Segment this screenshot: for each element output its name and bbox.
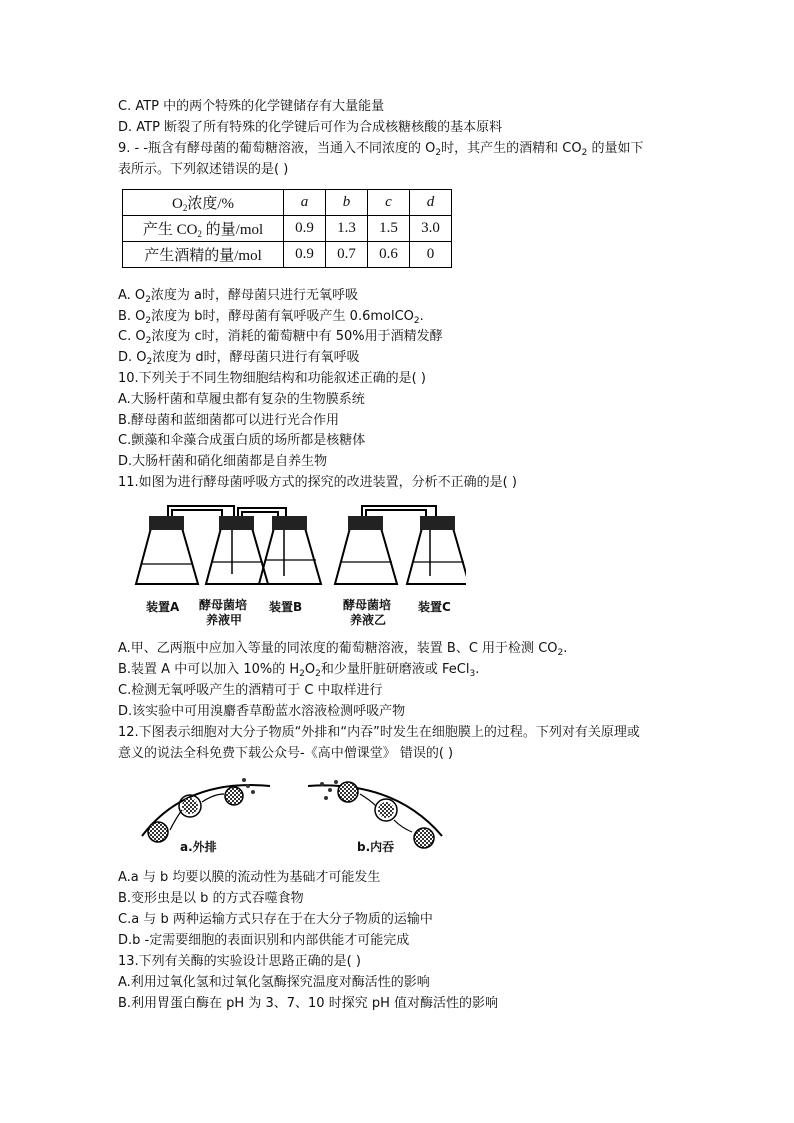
q9-stem-line1: 9. - -瓶含有酵母菌的葡萄糖溶液，当通入不同浓度的 $O_2$时，其产生的酒精和 $CO_2$ 的量如下 — [118, 141, 644, 158]
q9-stem-line2: 表所示。下列叙述错误的是( ) — [118, 162, 289, 177]
q9-option-d: D. $O_2$浓度为 d时，酵母菌只进行有氧呼吸 — [118, 350, 360, 367]
label-endocytosis: b.内吞 — [357, 840, 395, 854]
q12-stem-line1: 12.下图表示细胞对大分子物质“外排和“内吞”时发生在细胞膜上的过程。下列对有关原理或 — [118, 725, 640, 740]
q9-option-b: B. $O_2$浓度为 b时，酵母菌有氧呼吸产生 0.6molCO$_2$. — [118, 309, 424, 326]
q13-stem: 13.下列有关酶的实验设计思路正确的是( ) — [118, 954, 361, 969]
table-header-label: $O_2$浓度/% — [123, 190, 284, 216]
table-cell: 1.5 — [368, 216, 410, 242]
q11-option-c: C.检测无氧呼吸产生的酒精可于 C 中取样进行 — [118, 683, 383, 698]
table-col-b: b — [326, 190, 368, 216]
table-cell: 0.6 — [368, 242, 410, 268]
label-culture-yi-line2: 养液乙 — [350, 613, 387, 627]
table-col-c: c — [368, 190, 410, 216]
q12-option-a: A.a 与 b 均要以膜的流动性为基础才可能发生 — [118, 870, 381, 885]
table-row-co2 — [123, 216, 452, 242]
q10-option-c: C.颤藻和伞藻合成蛋白质的场所都是核糖体 — [118, 433, 366, 448]
q9-option-a: A. $O_2$浓度为 a时，酵母菌只进行无氧呼吸 — [118, 288, 359, 305]
table-cell: 0.9 — [284, 216, 326, 242]
label-device-c: 装置C — [418, 600, 451, 614]
label-culture-jia-line1: 酵母菌培 — [199, 598, 248, 612]
q12-option-b: B.变形虫是以 b 的方式吞噬食物 — [118, 891, 304, 906]
q10-option-d: D.大肠杆菌和硝化细菌都是自养生物 — [118, 454, 328, 469]
label-device-b: 装置B — [269, 600, 303, 614]
q12-option-d: D.b -定需要细胞的表面识别和内部供能才可能完成 — [118, 933, 410, 948]
q8-option-c: C. ATP 中的两个特殊的化学键储存有大量能量 — [118, 99, 385, 114]
q11-option-d: D.该实验中可用溴麝香草酚蓝水溶液检测呼吸产物 — [118, 704, 406, 719]
table-cell: 1.3 — [326, 216, 368, 242]
q9-option-c: C. $O_2$浓度为 c时，消耗的葡萄糖中有 50%用于酒精发酵 — [118, 329, 443, 346]
table-col-d: d — [410, 190, 452, 216]
table-row-alcohol — [123, 242, 452, 268]
q11-stem: 11.如图为进行酵母菌呼吸方式的探究的改进装置，分析不正确的是( ) — [118, 475, 517, 490]
label-culture-yi-line1: 酵母菌培 — [343, 598, 392, 612]
q8-option-d: D. ATP 断裂了所有特殊的化学键后可作为合成核糖核酸的基本原料 — [118, 120, 503, 135]
q10-option-b: B.酵母菌和蓝细菌都可以进行光合作用 — [118, 413, 340, 428]
q12-option-c: C.a 与 b 两种运输方式只存在于在大分子物质的运输中 — [118, 912, 433, 927]
q13-option-b: B.利用胃蛋白酶在 pH 为 3、7、10 时探究 pH 值对酶活性的影响 — [118, 996, 498, 1011]
label-exocytosis: a.外排 — [180, 840, 217, 854]
q13-option-a: A.利用过氧化氢和过氧化氢酶探究温度对酶活性的影响 — [118, 975, 430, 990]
q9-data-table — [122, 189, 452, 268]
q10-stem: 10.下列关于不同生物细胞结构和功能叙述正确的是( ) — [118, 371, 426, 386]
table-cell: 0 — [410, 242, 452, 268]
label-device-a: 装置A — [146, 600, 180, 614]
q11-option-a: A.甲、乙两瓶中应加入等量的同浓度的葡萄糖溶液，装置 B、C 用于检测 $CO_2$. — [118, 641, 568, 658]
table-cell: 0.9 — [284, 242, 326, 268]
label-culture-jia-line2: 养液甲 — [206, 613, 243, 627]
table-col-a: a — [284, 190, 326, 216]
table-row-label: 产生酒精的量/mol — [123, 242, 284, 268]
table-header-row — [123, 190, 452, 216]
table-cell: 0.7 — [326, 242, 368, 268]
q11-option-b: B.装置 A 中可以加入 10%的 $H_2O_2$和少量肝脏研磨液或 FeCl$_3$. — [118, 662, 480, 679]
q10-option-a: A.大肠杆菌和草履虫都有复杂的生物膜系统 — [118, 392, 365, 407]
q12-stem-line2: 意义的说法全科免费下载公众号-《高中僧课堂》 错误的( ) — [118, 746, 454, 761]
table-row-label: 产生 $CO_2$ 的量/mol — [123, 216, 284, 242]
table-cell: 3.0 — [410, 216, 452, 242]
